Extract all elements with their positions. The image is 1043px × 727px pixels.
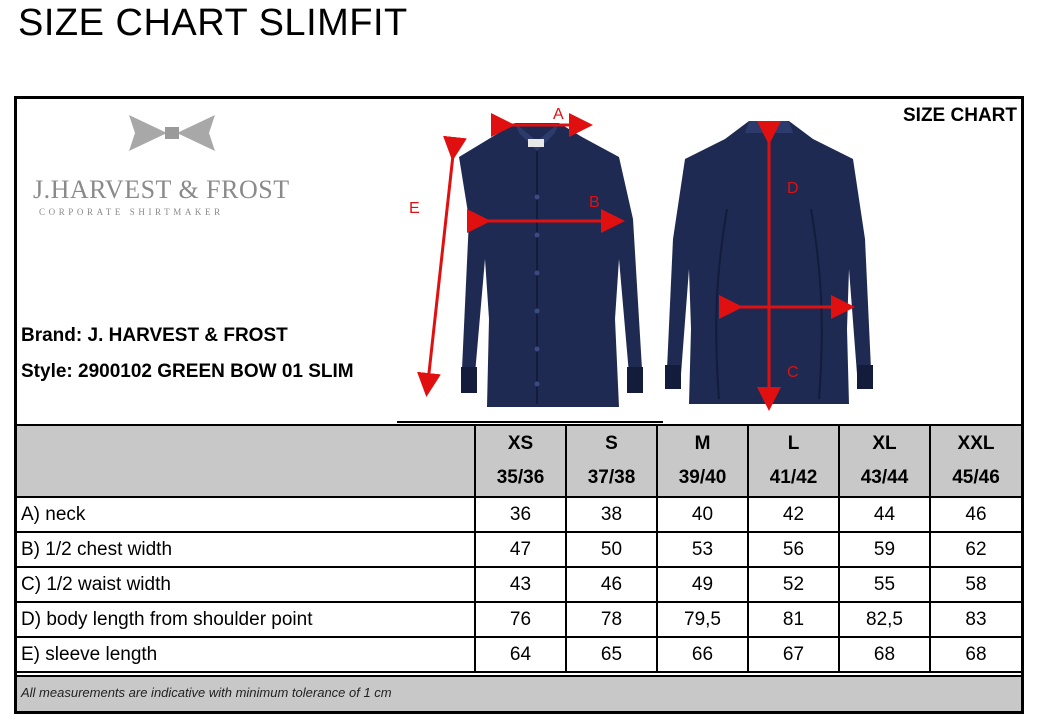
size-chart-label: SIZE CHART <box>903 105 1017 126</box>
size-header-xs: XS 35/36 <box>475 425 566 497</box>
header-empty-cell <box>17 425 475 497</box>
table-cell: 53 <box>657 532 748 567</box>
table-cell: 47 <box>475 532 566 567</box>
table-row <box>17 602 1021 637</box>
table-row <box>17 497 1021 532</box>
table-cell: 40 <box>657 497 748 532</box>
size-table <box>17 424 1021 673</box>
label-e: E <box>409 200 420 217</box>
table-cell: 66 <box>657 637 748 672</box>
page-title: SIZE CHART SLIMFIT <box>18 2 408 44</box>
row-label: B) 1/2 chest width <box>17 532 475 567</box>
row-label: D) body length from shoulder point <box>17 602 475 637</box>
table-cell: 46 <box>566 567 657 602</box>
brand-label: Brand: J. HARVEST & FROST <box>21 325 288 346</box>
table-cell: 36 <box>475 497 566 532</box>
tolerance-note <box>17 675 1021 711</box>
logo-tagline: CORPORATE SHIRTMAKER <box>39 207 224 217</box>
label-d: D <box>787 180 799 197</box>
table-cell: 52 <box>748 567 839 602</box>
row-label: C) 1/2 waist width <box>17 567 475 602</box>
table-cell: 81 <box>748 602 839 637</box>
table-cell: 67 <box>748 637 839 672</box>
table-cell: 38 <box>566 497 657 532</box>
table-cell: 82,5 <box>839 602 930 637</box>
brand-logo <box>27 107 317 217</box>
table-cell: 68 <box>930 637 1021 672</box>
size-header-xl: XL 43/44 <box>839 425 930 497</box>
table-cell: 46 <box>930 497 1021 532</box>
table-cell: 58 <box>930 567 1021 602</box>
row-label: E) sleeve length <box>17 637 475 672</box>
style-label: Style: 2900102 GREEN BOW 01 SLIM <box>21 361 354 382</box>
table-cell: 55 <box>839 567 930 602</box>
arrow-e <box>427 155 453 391</box>
table-cell: 43 <box>475 567 566 602</box>
table-cell: 64 <box>475 637 566 672</box>
row-label: A) neck <box>17 497 475 532</box>
table-cell: 65 <box>566 637 657 672</box>
table-cell: 59 <box>839 532 930 567</box>
shirt-measurement-diagram <box>397 99 877 424</box>
table-cell: 42 <box>748 497 839 532</box>
table-cell: 49 <box>657 567 748 602</box>
bow-tie-icon <box>127 111 217 155</box>
table-row <box>17 637 1021 672</box>
size-header-l: L 41/42 <box>748 425 839 497</box>
tolerance-note-text: All measurements are indicative with minimum tolerance of 1 cm <box>21 685 392 700</box>
size-header-m: M 39/40 <box>657 425 748 497</box>
table-cell: 83 <box>930 602 1021 637</box>
table-header-row <box>17 425 1021 497</box>
table-cell: 50 <box>566 532 657 567</box>
table-cell: 62 <box>930 532 1021 567</box>
size-header-xxl: XXL 45/46 <box>930 425 1021 497</box>
table-cell: 68 <box>839 637 930 672</box>
table-row <box>17 532 1021 567</box>
label-b: B <box>589 194 600 211</box>
header-area <box>17 99 1021 424</box>
table-cell: 79,5 <box>657 602 748 637</box>
table-cell: 78 <box>566 602 657 637</box>
logo-wordmark: J.HARVEST & FROST <box>33 175 290 204</box>
size-header-s: S 37/38 <box>566 425 657 497</box>
shirt-front-image <box>397 123 663 422</box>
table-cell: 76 <box>475 602 566 637</box>
label-c: C <box>787 364 799 381</box>
table-cell: 44 <box>839 497 930 532</box>
table-cell: 56 <box>748 532 839 567</box>
size-chart-frame <box>14 96 1024 714</box>
label-a: A <box>553 106 564 123</box>
table-row <box>17 567 1021 602</box>
